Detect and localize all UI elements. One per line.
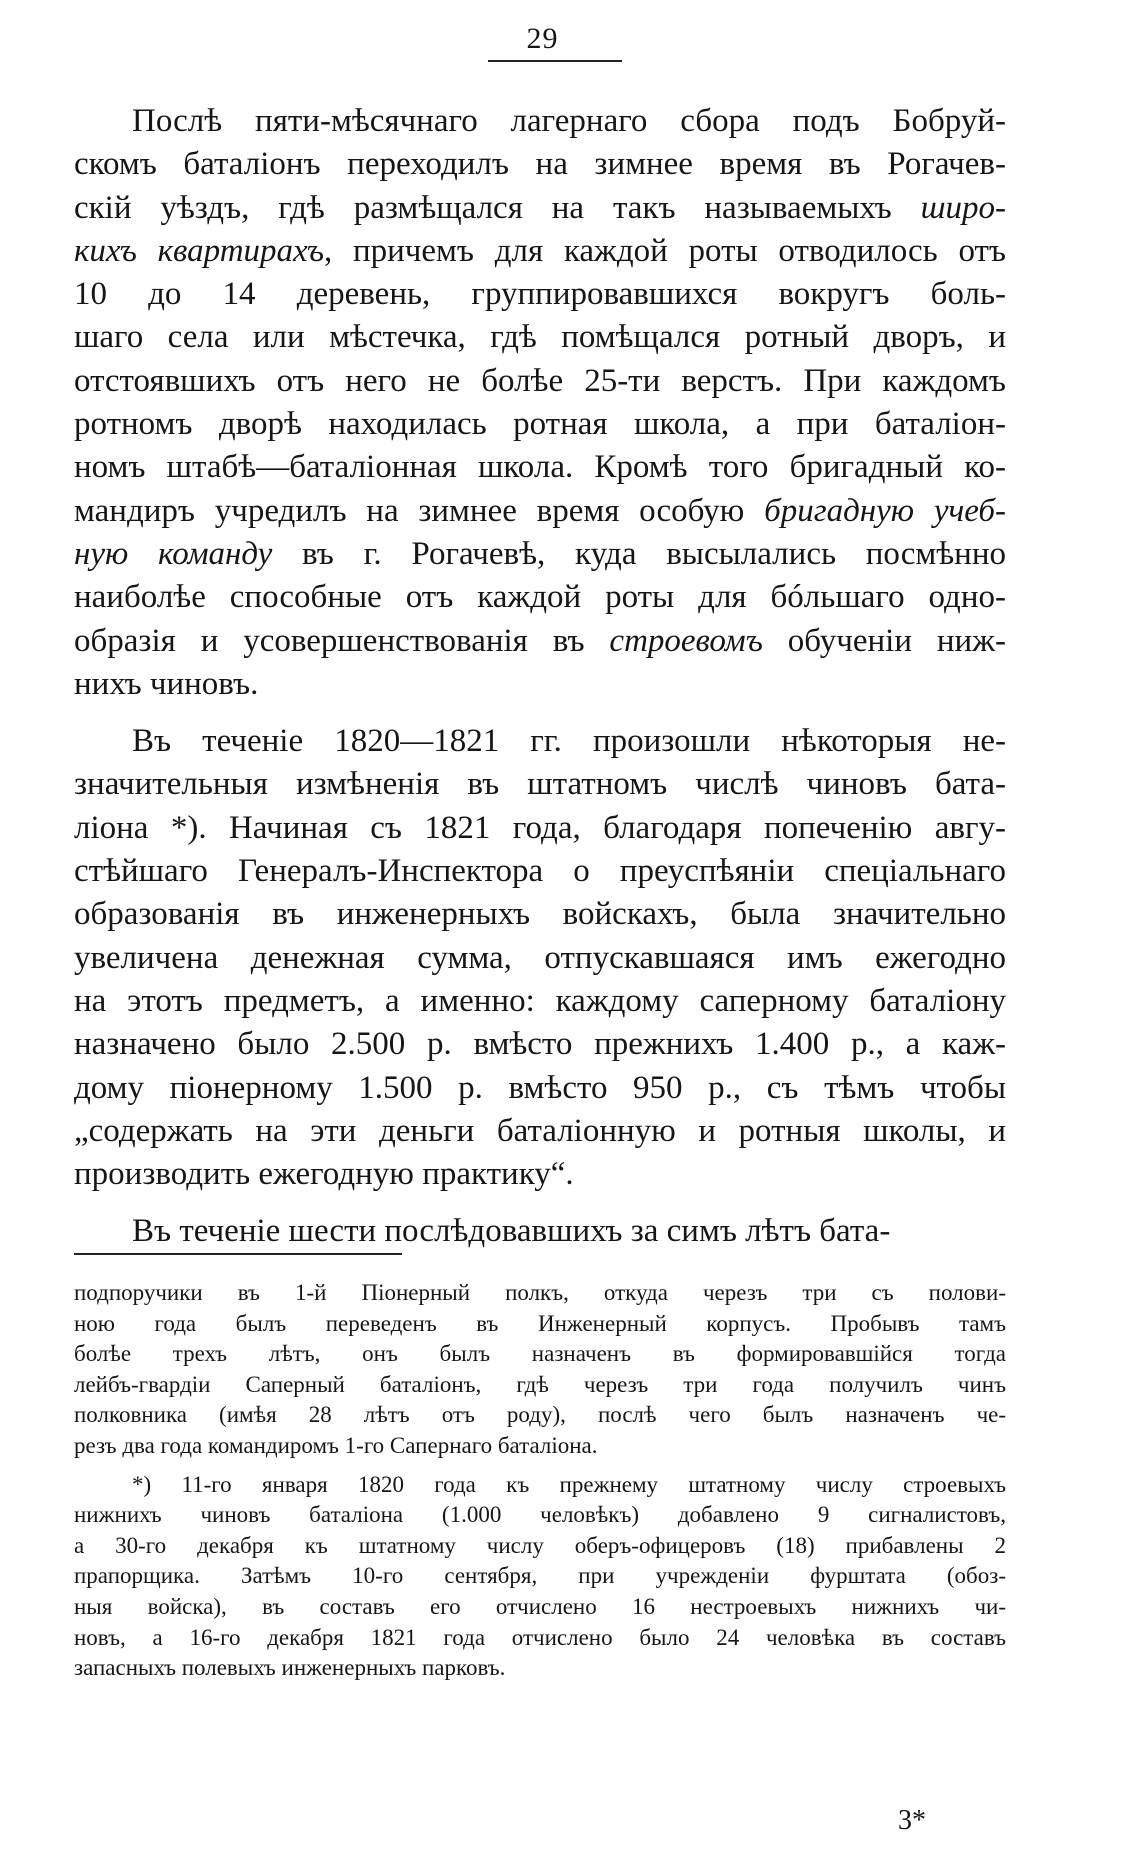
paragraph [74,720,1006,1196]
footnotes [74,1278,1006,1684]
text-segment: увеличена денежная сумма, отпускавшаяся имъ ежегодно [74,939,1006,976]
text-segment: номъ штабѣ—баталіонная школа. Кромѣ того бригадный ко- [74,449,1006,486]
text-line [74,273,1006,316]
footnote-line: ною года былъ переведенъ въ Инженерный корпусъ. Пробывъ тамъ [74,1310,1006,1336]
italic-text-segment: широ- [920,189,1006,226]
printer-signature-mark: 3* [898,1805,926,1836]
footnote-line: болѣе трехъ лѣтъ, онъ былъ назначенъ въ формировавшійся тогда [74,1341,1006,1367]
text-segment: Послѣ пяти-мѣсячнаго лагернаго сбора подъ Бобруй- [132,103,1006,139]
text-line [74,850,1006,893]
paragraph [74,100,1006,706]
italic-text-segment: строевомъ [609,622,763,659]
text-segment: образія и усовершенствованія въ [74,622,610,659]
text-line [74,1210,1006,1253]
text-segment: шаго села или мѣстечка, гдѣ помѣщался ротный дворъ, и [74,319,1006,356]
text-line [74,1023,1006,1066]
text-line [74,980,1006,1023]
text-segment: нихъ чиновъ. [74,665,259,702]
text-segment: , причемъ для каждой роты отводилось отъ [324,232,1006,269]
text-line [74,763,1006,806]
text-segment: скомъ баталіонъ переходилъ на зимнее время въ Рогачев- [74,146,1006,183]
text-line [74,230,1006,273]
text-line [74,360,1006,403]
text-line [74,187,1006,230]
footnote-separator [74,1253,402,1255]
text-segment: наиболѣе способные отъ каждой роты для бóльшаго одно- [74,579,1006,616]
text-line [74,403,1006,446]
text-line [74,490,1006,533]
footnote-line: лейбъ-гвардіи Саперный баталіонъ, гдѣ черезъ три года получилъ чинъ [74,1371,1006,1397]
text-segment: въ г. Рогачевѣ, куда высылались посмѣнно [272,535,1006,572]
footnote-line: резъ два года командиромъ 1-го Сапернаго баталіона. [74,1432,598,1458]
page-number: 29 [526,22,559,55]
text-segment: дому піонерному 1.500 р. вмѣсто 950 р., съ тѣмъ чтобы [74,1069,1006,1106]
text-segment: скій уѣздъ, гдѣ размѣщался на такъ называемыхъ [74,189,921,226]
text-segment: стѣйшаго Генералъ-Инспектора о преуспѣяніи спеціальнаго [74,853,1006,890]
text-line [74,1110,1006,1153]
paragraph [74,1210,1006,1253]
page-number-rule [488,60,622,62]
text-line [74,893,1006,936]
footnote-gap [74,1462,1006,1470]
footnote [74,1470,1006,1684]
text-line [74,663,1006,706]
text-segment: „содержать на эти деньги баталіонную и ротныя школы, и [74,1112,1006,1149]
footnote-line: новъ, а 16-го декабря 1821 года отчислено было 24 человѣка въ составъ [74,1624,1006,1650]
italic-text-segment: ную команду [74,535,273,572]
text-line [74,1067,1006,1110]
italic-text-segment: кихъ квартирахъ [74,232,324,269]
text-line [74,620,1006,663]
footnote-line: подпоручики въ 1-й Піонерный полкъ, откуда черезъ три съ полови- [74,1280,1006,1305]
footnote [74,1278,1006,1462]
text-line [74,446,1006,489]
footnote-line: ныя войска), въ составъ его отчислено 16 нестроевыхъ нижнихъ чи- [74,1593,1006,1619]
text-segment: ліона *). Начиная съ 1821 года, благодаря попеченію авгу- [74,809,1006,846]
text-line [74,937,1006,980]
text-line [74,533,1006,576]
paragraph-gap [74,1196,1006,1210]
text-line [74,576,1006,619]
text-segment: образованія въ инженерныхъ войскахъ, была значительно [74,896,1006,933]
text-segment: обученіи ниж- [762,622,1006,659]
text-line [74,720,1006,763]
footnote-line: а 30-го декабря къ штатному числу оберъ-офицеровъ (18) прибавлены 2 [74,1532,1006,1558]
text-segment: производить ежегодную практику“. [74,1156,574,1193]
text-segment: на этотъ предметъ, а именно: каждому саперному баталіону [74,982,1006,1019]
footnote-line: запасныхъ полевыхъ инженерныхъ парковъ. [74,1655,506,1681]
paragraph-gap [74,706,1006,720]
footnote-line: прапорщика. Затѣмъ 10-го сентября, при учрежденіи фурштата (обоз- [74,1563,1006,1589]
text-segment: отстоявшихъ отъ него не болѣе 25-ти верстъ. При каждомъ [74,362,1006,399]
text-line [74,807,1006,850]
text-segment: Въ теченіе шести послѣдовавшихъ за симъ лѣтъ бата- [132,1213,891,1250]
text-segment: мандиръ учредилъ на зимнее время особую [74,492,765,529]
footnote-line: полковника (имѣя 28 лѣтъ отъ роду), послѣ чего былъ назначенъ че- [74,1402,1006,1428]
text-line [74,100,1006,143]
text-segment: назначено было 2.500 р. вмѣсто прежнихъ 1.400 р., а каж- [74,1026,1006,1063]
text-segment: Въ теченіе 1820—1821 гг. произошли нѣкоторыя не- [132,723,1006,760]
text-line [74,1153,1006,1196]
text-segment: ротномъ дворѣ находилась ротная школа, а при баталіон- [74,406,1006,443]
footnote-line: нижнихъ чиновъ баталіона (1.000 человѣкъ) добавлено 9 сигналистовъ, [74,1502,1006,1528]
text-segment: значительныя измѣненія въ штатномъ числѣ чиновъ бата- [74,766,1006,803]
italic-text-segment: бригадную учеб- [764,492,1006,529]
text-segment: 10 до 14 деревень, группировавшихся вокругъ боль- [74,276,1006,313]
text-line [74,143,1006,186]
text-line [74,316,1006,359]
main-text [74,100,1006,1254]
footnote-line: *) 11-го января 1820 года къ прежнему штатному числу строевыхъ [132,1471,1006,1497]
